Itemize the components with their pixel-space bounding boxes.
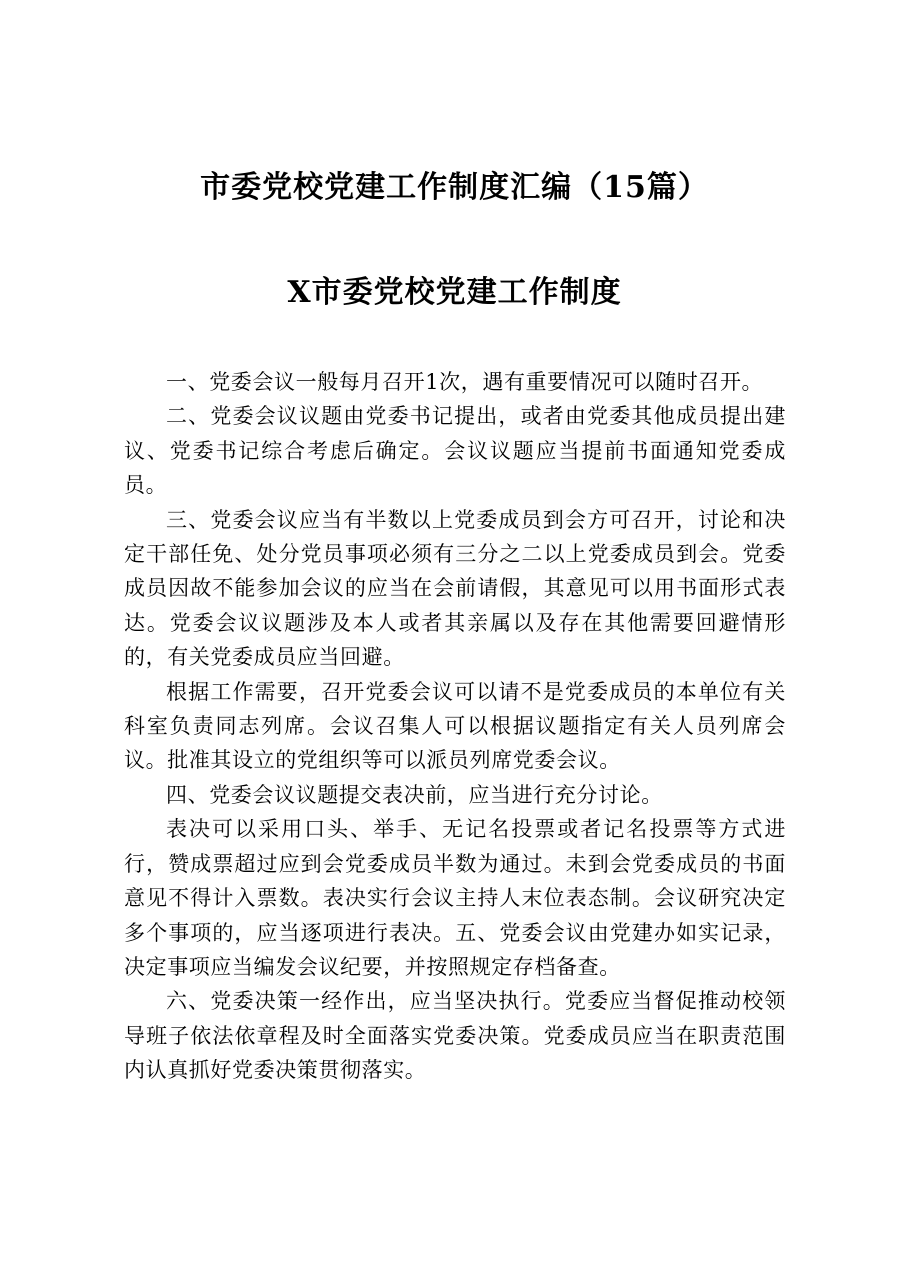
paragraph-3: 三、党委会议应当有半数以上党委成员到会方可召开，讨论和决定干部任免、处分党员事项必须有三分之二以上党委成员到会。党委成员因故不能参加会议的应当在会前请假，其意见可以用书面形式表达。党委会议议题涉及本人或者其亲属以及存在其他需要回避情形的，有关党委成员应当回避。 — [124, 507, 786, 670]
paragraph-4: 根据工作需要，召开党委会议可以请不是党委成员的本单位有关科室负责同志列席。会议召集人可以根据议题指定有关人员列席会议。批准其设立的党组织等可以派员列席党委会议。 — [124, 679, 786, 773]
document-title: 市委党校党建工作制度汇编（15篇） — [200, 170, 709, 205]
document-body — [124, 365, 786, 1088]
paragraph-5: 四、党委会议议题提交表决前，应当进行充分讨论。 — [166, 782, 663, 807]
paragraph-7: 六、党委决策一经作出，应当坚决执行。党委应当督促推动校领导班子依法依章程及时全面落实党委决策。党委成员应当在职责范围内认真抓好党委决策贯彻落实。 — [124, 989, 786, 1083]
section-title: X市委党校党建工作制度 — [287, 275, 622, 310]
paragraph-1: 一、党委会议一般每月召开1次，遇有重要情况可以随时召开。 — [166, 370, 764, 394]
paragraph-6: 表决可以采用口头、举手、无记名投票或者记名投票等方式进行，赞成票超过应到会党委成员半数为通过。未到会党委成员的书面意见不得计入票数。表决实行会议主持人末位表态制。会议研究决定多个事项的，应当逐项进行表决。五、党委会议由党建办如实记录，决定事项应当编发会议纪要，并按照规定存档备查。 — [124, 817, 786, 979]
paragraph-2: 二、党委会议议题由党委书记提出，或者由党委其他成员提出建议、党委书记综合考虑后确定。会议议题应当提前书面通知党委成员。 — [124, 404, 786, 498]
